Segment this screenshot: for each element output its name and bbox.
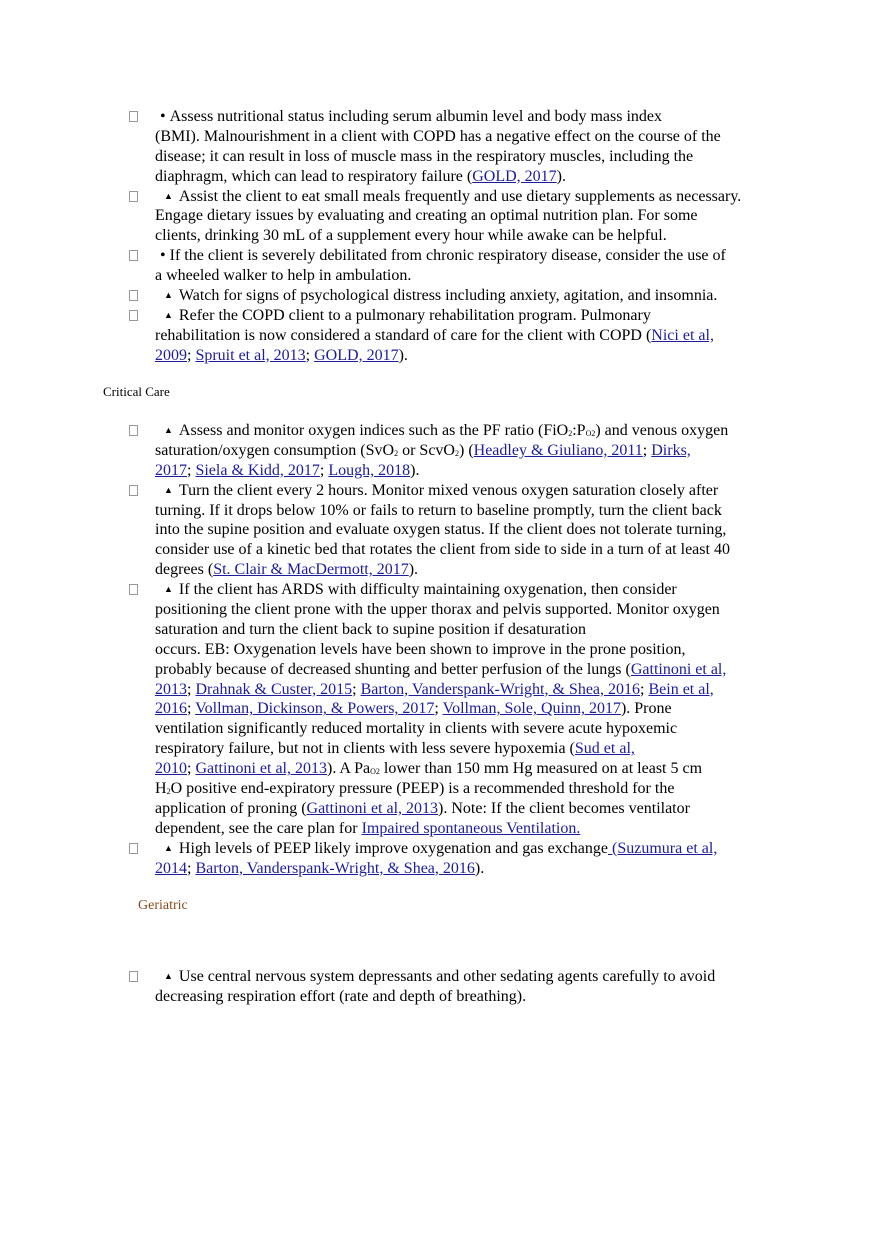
text-segment: consider use of a kinetic bed that rotates the client from side to side in a turn of at least 40 <box>155 541 730 559</box>
text-segment: dependent, see the care plan for <box>155 819 362 837</box>
text-line <box>0 501 880 521</box>
text-segment: ). A Pa <box>326 760 371 778</box>
text-segment: application of proning ( <box>155 799 307 817</box>
citation-link[interactable]: Impaired spontaneous Ventilation. <box>361 819 581 837</box>
checkbox-glyph-icon <box>129 250 138 261</box>
subscript: 2 <box>454 448 459 458</box>
text-segment: H <box>155 780 167 798</box>
text-segment: ; <box>187 346 196 364</box>
list-item <box>0 306 880 366</box>
bullet-icon: • <box>160 108 166 125</box>
text-line <box>0 759 880 779</box>
text-segment: Assess nutritional status including serum albumin level and body mass index <box>169 108 662 125</box>
text-segment: lower than 150 mm Hg measured on at least 5 cm <box>379 760 703 778</box>
text-segment: Use central nervous system depressants and other sedating agents carefully to avoid <box>178 968 716 985</box>
text-segment: rehabilitation is now considered a standard of care for the client with COPD ( <box>155 326 652 344</box>
text-line <box>0 540 880 560</box>
text-line <box>0 560 880 580</box>
citation-link[interactable]: Spruit et al, 2013 <box>195 346 306 364</box>
text-segment: ; <box>640 680 649 698</box>
triangle-bullet-icon: ▲ <box>164 425 173 435</box>
subscript: O2 <box>585 429 596 438</box>
text-segment: probably because of decreased shunting and better perfusion of the lungs ( <box>155 660 631 678</box>
text-segment: ; <box>187 700 196 718</box>
citation-link[interactable]: 2013 <box>155 680 187 698</box>
citation-link[interactable]: Vollman, Sole, Quinn, 2017 <box>442 700 621 718</box>
list-item <box>0 286 880 306</box>
triangle-bullet-icon: ▲ <box>164 971 173 981</box>
text-segment: ; <box>642 441 652 459</box>
text-segment: (BMI). Malnourishment in a client with COPD has a negative effect on the course of the <box>155 127 721 145</box>
text-line <box>0 839 880 859</box>
citation-link[interactable]: Nici et al, <box>651 326 714 344</box>
citation-link[interactable]: Lough, 2018 <box>328 461 411 479</box>
text-line <box>0 819 880 839</box>
text-segment: If the client is severely debilitated from chronic respiratory disease, consider the use of <box>169 247 726 265</box>
citation-link[interactable]: Barton, Vanderspank-Wright, & Shea, 2016 <box>360 680 641 698</box>
text-segment: ; <box>187 760 196 778</box>
text-line <box>0 680 880 700</box>
citation-link[interactable]: Dirks, <box>651 441 691 459</box>
text-segment: diaphragm, which can lead to respiratory failure ( <box>155 167 473 185</box>
citation-link[interactable]: 2014 <box>155 859 187 877</box>
checkbox-glyph-icon <box>129 425 138 436</box>
triangle-bullet-icon: ▲ <box>164 190 173 201</box>
text-segment: clients, drinking 30 mL of a supplement every hour while awake can be helpful. <box>155 227 667 245</box>
checkbox-glyph-icon <box>129 290 138 301</box>
citation-link[interactable]: 2016 <box>155 700 187 718</box>
triangle-bullet-icon: ▲ <box>164 842 173 853</box>
text-segment: ). <box>408 561 419 579</box>
text-line <box>0 461 880 481</box>
text-segment: saturation and turn the client back to supine position if desaturation <box>155 620 587 638</box>
text-segment: saturation/oxygen consumption (SvO <box>155 441 395 459</box>
heading-geriatric: Geriatric <box>138 898 188 913</box>
text-line <box>0 346 880 366</box>
bullet-icon: • <box>160 247 166 265</box>
text-line <box>0 520 880 540</box>
text-segment: :P <box>572 422 586 439</box>
text-segment: ; <box>352 680 361 698</box>
text-line <box>0 107 880 127</box>
text-line <box>0 187 880 207</box>
citation-link[interactable]: Bein et al, <box>648 680 714 698</box>
text-segment: disease; it can result in loss of muscle mass in the respiratory muscles, including the <box>155 147 694 165</box>
text-line <box>0 306 880 326</box>
text-line <box>0 699 880 719</box>
heading-critical-care: Critical Care <box>103 384 170 399</box>
citation-link[interactable]: 2017 <box>155 461 187 479</box>
text-segment: positioning the client prone with the upper thorax and pelvis supported. Monitor oxygen <box>155 601 720 619</box>
text-line <box>0 967 880 987</box>
citation-link[interactable]: Vollman, Dickinson, & Powers, 2017 <box>195 700 435 718</box>
subscript: O2 <box>370 767 380 777</box>
citation-link[interactable]: (Suzumura et al, <box>608 839 718 857</box>
text-segment: ). <box>410 461 420 479</box>
text-segment: ; <box>319 461 329 479</box>
list-item <box>0 967 880 1007</box>
critical-care-list <box>0 421 880 878</box>
checkbox-glyph-icon <box>129 971 138 982</box>
text-segment: Engage dietary issues by evaluating and creating an optimal nutrition plan. For some <box>155 207 698 225</box>
text-segment: ). Prone <box>620 700 672 718</box>
checkbox-glyph-icon <box>129 191 138 202</box>
text-segment: O positive end-expiratory pressure (PEEP) is a recommended threshold for the <box>170 780 675 798</box>
citation-link[interactable]: 2009 <box>155 346 187 364</box>
text-segment: turning. If it drops below 10% or fails to return to baseline promptly, turn the client back <box>155 501 722 519</box>
text-line <box>0 481 880 501</box>
list-item <box>0 187 880 247</box>
citation-link[interactable]: GOLD, 2017 <box>314 346 399 364</box>
citation-link[interactable]: Headley & Giuliano, 2011 <box>473 441 643 459</box>
citation-link[interactable]: Gattinoni et al, <box>630 660 727 678</box>
text-segment: ). <box>398 346 408 364</box>
text-line <box>0 799 880 819</box>
text-line <box>0 421 880 441</box>
text-segment: If the client has ARDS with difficulty maintaining oxygenation, then consider <box>178 581 677 599</box>
copd-list <box>0 107 880 366</box>
citation-link[interactable]: Barton, Vanderspank-Wright, & Shea, 2016 <box>195 859 475 877</box>
text-segment: ) ( <box>458 441 474 459</box>
text-line <box>0 580 880 600</box>
text-line <box>0 127 880 147</box>
citation-link[interactable]: Sud et al, <box>574 740 635 758</box>
text-line <box>0 719 880 739</box>
subscript: 2 <box>166 787 171 797</box>
text-segment: ; <box>187 680 196 698</box>
text-line <box>0 326 880 346</box>
checkbox-glyph-icon <box>129 111 138 122</box>
text-segment: occurs. EB: Oxygenation levels have been shown to improve in the prone position, <box>155 640 686 658</box>
checkbox-glyph-icon <box>129 310 138 321</box>
text-segment: ventilation significantly reduced mortality in clients with severe acute hypoxemic <box>155 720 678 738</box>
citation-link[interactable]: St. Clair & MacDermott, 2017 <box>213 561 409 579</box>
text-line <box>0 441 880 461</box>
text-segment: ). <box>556 167 566 185</box>
text-segment: Watch for signs of psychological distress including anxiety, agitation, and insomnia. <box>178 287 718 305</box>
text-segment: Refer the COPD client to a pulmonary rehabilitation program. Pulmonary <box>178 306 651 324</box>
text-line <box>0 859 880 879</box>
text-segment: into the supine position and evaluate oxygen status. If the client does not tolerate turning, <box>155 521 727 539</box>
text-line <box>0 640 880 660</box>
text-line <box>0 147 880 167</box>
text-line <box>0 660 880 680</box>
geriatric-list <box>0 967 880 1007</box>
text-segment: ; <box>187 461 196 479</box>
text-segment: High levels of PEEP likely improve oxygenation and gas exchange <box>178 839 609 857</box>
list-item <box>0 839 880 879</box>
text-segment: Assist the client to eat small meals frequently and use dietary supplements as necessary. <box>178 187 742 205</box>
text-line <box>0 620 880 640</box>
text-segment: ) and venous oxygen <box>595 422 729 439</box>
text-segment: decreasing respiration effort (rate and depth of breathing). <box>155 987 527 1005</box>
checkbox-glyph-icon <box>129 485 138 496</box>
text-segment: ). <box>474 859 485 877</box>
triangle-bullet-icon: ▲ <box>164 484 173 495</box>
text-segment: ). Note: If the client becomes ventilator <box>438 799 690 817</box>
citation-link[interactable]: Gattinoni et al, 2013 <box>195 760 327 778</box>
text-line <box>0 286 880 306</box>
text-segment: degrees ( <box>155 561 214 579</box>
text-segment: respiratory failure, but not in clients with less severe hypoxemia ( <box>155 740 575 758</box>
subscript: 2 <box>394 448 399 458</box>
triangle-bullet-icon: ▲ <box>164 584 173 595</box>
text-segment: ; <box>305 346 315 364</box>
text-segment: a wheeled walker to help in ambulation. <box>155 267 412 285</box>
list-item <box>0 481 880 580</box>
triangle-bullet-icon: ▲ <box>164 290 173 301</box>
text-segment: ; <box>434 700 443 718</box>
text-line <box>0 266 880 286</box>
text-line <box>0 739 880 759</box>
text-line <box>0 779 880 799</box>
text-segment: Turn the client every 2 hours. Monitor mixed venous oxygen saturation closely after <box>178 481 719 499</box>
text-line <box>0 226 880 246</box>
citation-link[interactable]: Siela & Kidd, 2017 <box>195 461 320 479</box>
text-line <box>0 987 880 1007</box>
text-segment: Assess and monitor oxygen indices such as the PF ratio (FiO <box>178 422 569 439</box>
citation-link[interactable]: Gattinoni et al, 2013 <box>306 799 439 817</box>
checkbox-glyph-icon <box>129 843 138 854</box>
subscript: 2 <box>568 429 573 438</box>
citation-link[interactable]: GOLD, 2017 <box>472 167 557 185</box>
triangle-bullet-icon: ▲ <box>164 309 173 320</box>
list-item <box>0 421 880 481</box>
text-line <box>0 167 880 187</box>
list-item <box>0 107 880 187</box>
text-segment: ; <box>187 859 196 877</box>
checkbox-glyph-icon <box>129 584 138 595</box>
list-item <box>0 246 880 286</box>
text-line <box>0 600 880 620</box>
citation-link[interactable]: 2010 <box>155 760 187 778</box>
list-item <box>0 580 880 839</box>
text-line <box>0 206 880 226</box>
text-segment: or ScvO <box>398 441 455 459</box>
text-line <box>0 246 880 266</box>
citation-link[interactable]: Drahnak & Custer, 2015 <box>195 680 353 698</box>
